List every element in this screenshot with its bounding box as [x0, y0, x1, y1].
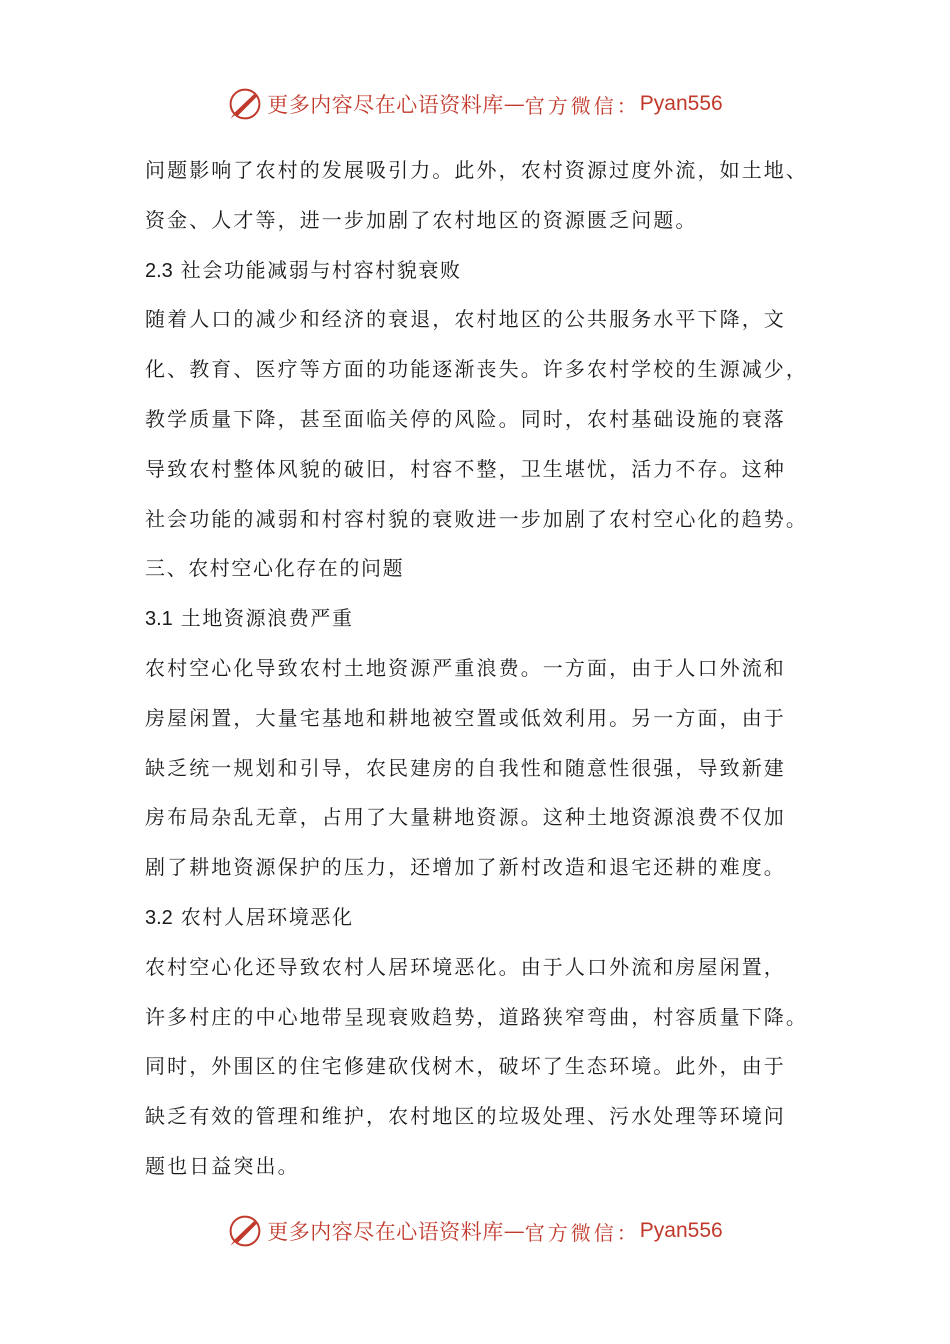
text-line: 许多村庄的中心地带呈现衰败趋势，道路狭窄弯曲，村容质量下降。 [145, 1004, 808, 1029]
banner-slogan: 更多内容尽在心语资料库 [267, 1220, 504, 1244]
text-line: 农村空心化还导致农村人居环境恶化。由于人口外流和房屋闲置， [145, 954, 786, 979]
heading-number: 3.1 [145, 608, 173, 631]
text-line: 同时，外围区的住宅修建砍伐树木，破坏了生态环境。此外，由于 [145, 1054, 786, 1079]
text-line: 剧了耕地资源保护的压力，还增加了新村改造和退宅还耕的难度。 [145, 855, 786, 880]
heading-number: 3.2 [145, 906, 173, 929]
paragraph [145, 943, 813, 1192]
paragraph [145, 644, 813, 893]
text-line: 化、教育、医疗等方面的功能逐渐丧失。许多农村学校的生源减少， [145, 357, 808, 382]
document-body [145, 146, 813, 1192]
text-line: 问题影响了农村的发展吸引力。此外，农村资源过度外流，如土地、 [145, 158, 808, 182]
heading-title: 农村人居环境恶化 [180, 904, 354, 929]
pen-logo-icon [227, 1213, 263, 1249]
banner-wechat-id: Pyan556 [639, 92, 723, 115]
text-line: 缺乏统一规划和引导，农民建房的自我性和随意性很强，导致新建 [145, 755, 786, 780]
footer-banner [0, 1209, 950, 1253]
text-line: 题也日益突出。 [145, 1153, 300, 1178]
paragraph [145, 146, 813, 246]
text-line: 缺乏有效的管理和维护，农村地区的垃圾处理、污水处理等环境问 [145, 1104, 786, 1129]
banner-slogan: 更多内容尽在心语资料库 [267, 93, 504, 117]
text-line: 随着人口的减少和经济的衰退，农村地区的公共服务水平下降，文 [145, 307, 786, 332]
text-line: 农村空心化导致农村土地资源严重浪费。一方面，由于人口外流和 [145, 655, 786, 680]
banner-wechat-label: 官方微信： [524, 93, 640, 118]
text-line: 资金、人才等，进一步加剧了农村地区的资源匮乏问题。 [145, 207, 698, 232]
text-line: 教学质量下降，甚至面临关停的风险。同时，农村基础设施的衰落 [145, 406, 786, 431]
section-heading-3-1 [145, 594, 813, 644]
pen-logo-icon [227, 86, 263, 122]
heading-number: 2.3 [145, 259, 173, 282]
text-line: 导致农村整体风貌的破旧，村容不整，卫生堪忧，活力不存。这种 [145, 456, 786, 481]
banner-wechat-id: Pyan556 [639, 1219, 723, 1242]
heading-title: 土地资源浪费严重 [180, 606, 354, 631]
chapter-heading-3: 三、农村空心化存在的问题 [145, 556, 405, 581]
banner-separator: — [503, 1219, 525, 1243]
banner-wechat-label: 官方微信： [524, 1220, 640, 1245]
section-heading-3-2 [145, 893, 813, 943]
section-heading-2-3 [145, 246, 813, 296]
paragraph [145, 295, 813, 544]
text-line: 房布局杂乱无章，占用了大量耕地资源。这种土地资源浪费不仅加 [145, 805, 786, 830]
heading-title: 社会功能减弱与村容村貌衰败 [180, 257, 462, 282]
text-line: 社会功能的减弱和村容村貌的衰败进一步加剧了农村空心化的趋势。 [145, 506, 808, 531]
text-line: 房屋闲置，大量宅基地和耕地被空置或低效利用。另一方面，由于 [145, 705, 786, 730]
banner-separator: — [503, 92, 525, 116]
header-banner [0, 82, 950, 126]
